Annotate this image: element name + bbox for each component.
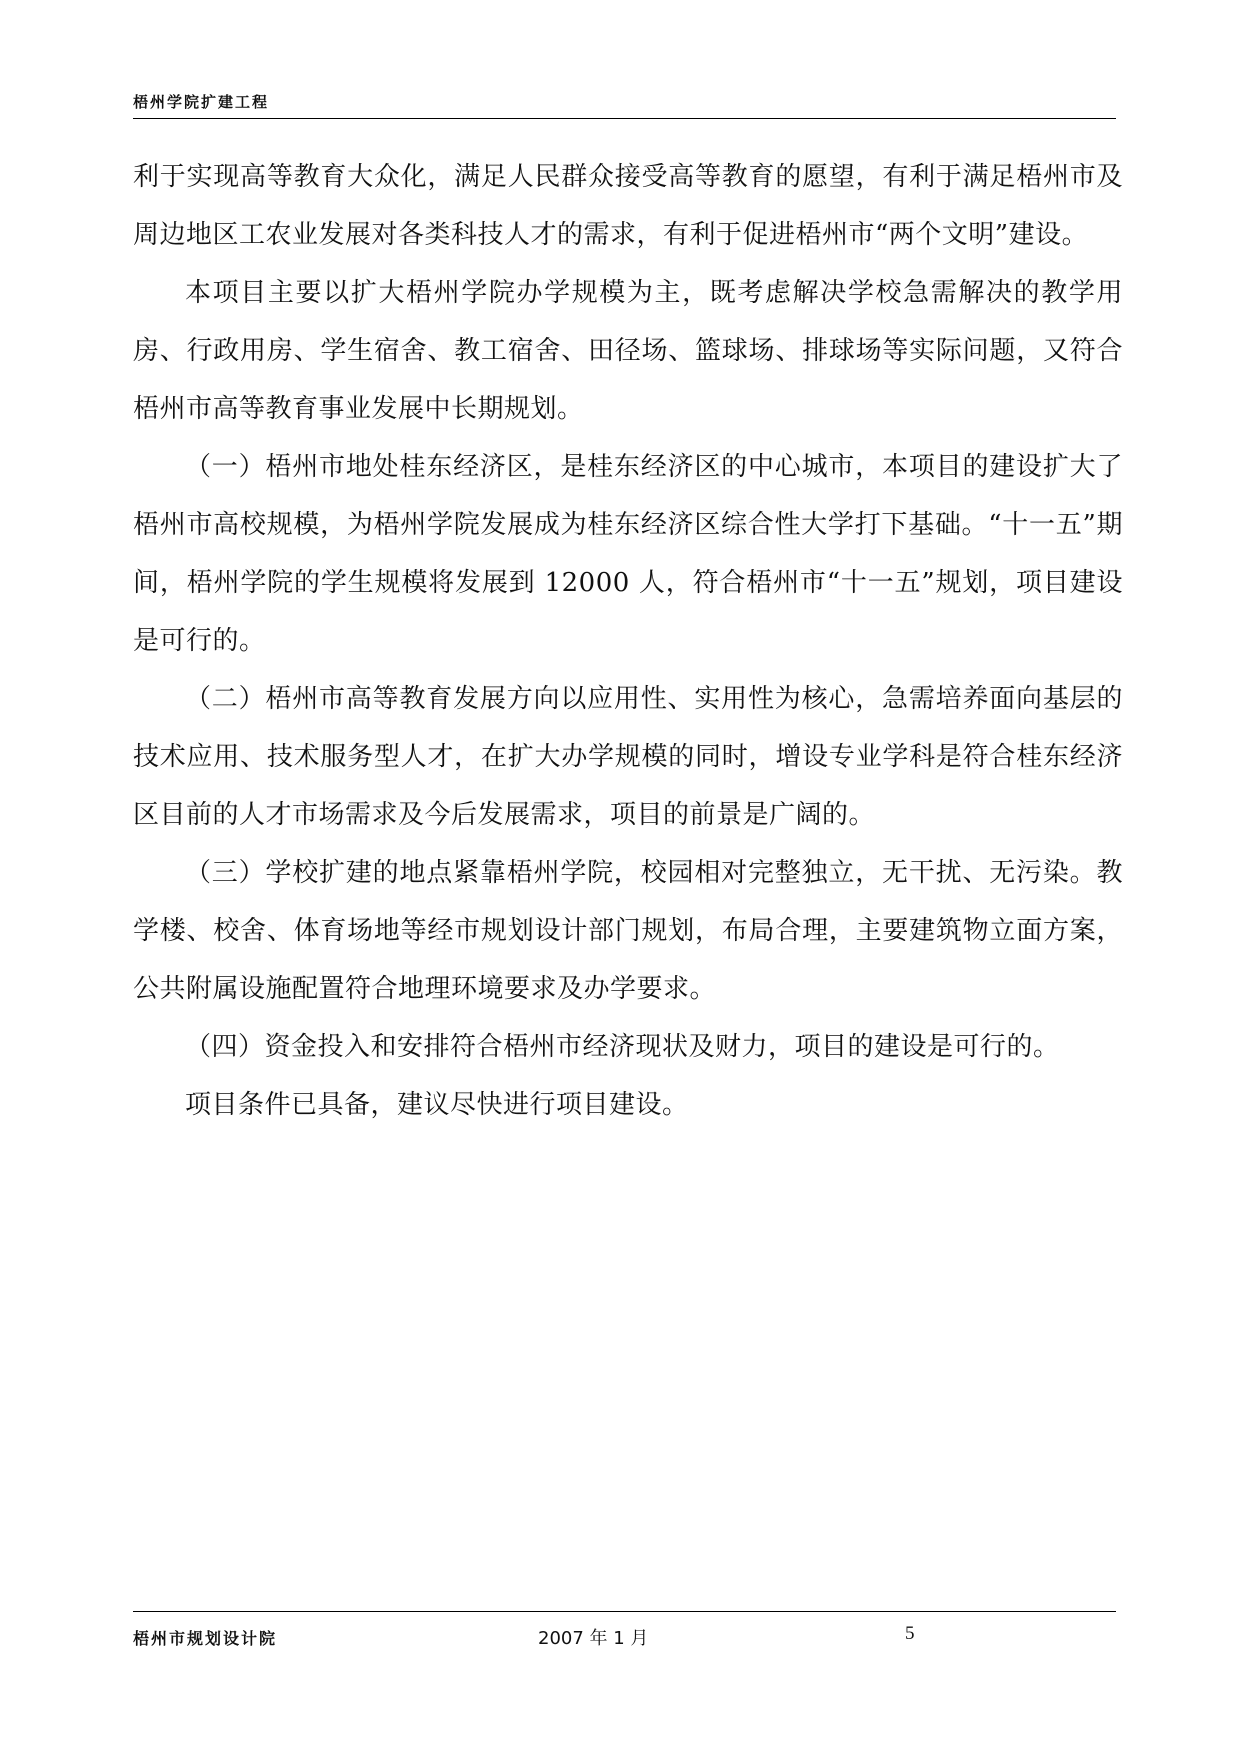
paragraph-project-scope: 本项目主要以扩大梧州学院办学规模为主，既考虑解决学校急需解决的教学用房、行政用房、学生宿舍、教工宿舍、田径场、篮球场、排球场等实际问题，又符合梧州市高等教育事业发展中长期规划。 (133, 278, 1123, 424)
paragraph-point-1: （一）梧州市地处桂东经济区，是桂东经济区的中心城市，本项目的建设扩大了梧州市高校规模，为梧州学院发展成为桂东经济区综合性大学打下基础。“十一五”期间，梧州学院的学生规模将发展到 12000 人，符合梧州市“十一五”规划，项目建设是可行的。 (133, 452, 1123, 656)
paragraph-point-4: （四）资金投入和安排符合梧州市经济现状及财力，项目的建设是可行的。 (185, 1032, 1060, 1062)
footer-organization: 梧州市规划设计院 (133, 1629, 278, 1648)
page-footer (133, 1611, 1116, 1652)
footer-date: 2007 年 1 月 (538, 1628, 649, 1649)
document-body (133, 148, 1123, 1134)
paragraph-point-3: （三）学校扩建的地点紧靠梧州学院，校园相对完整独立，无干扰、无污染。教学楼、校舍、体育场地等经市规划设计部门规划，布局合理，主要建筑物立面方案，公共附属设施配置符合地理环境要求及办学要求。 (133, 858, 1123, 1004)
paragraph-conclusion: 项目条件已具备，建议尽快进行项目建设。 (185, 1090, 689, 1120)
header-title: 梧州学院扩建工程 (133, 93, 270, 111)
paragraph-continued: 利于实现高等教育大众化，满足人民群众接受高等教育的愿望，有利于满足梧州市及周边地区工农业发展对各类科技人才的需求，有利于促进梧州市“两个文明”建设。 (133, 162, 1123, 250)
paragraph-point-2: （二）梧州市高等教育发展方向以应用性、实用性为核心，急需培养面向基层的技术应用、技术服务型人才，在扩大办学规模的同时，增设专业学科是符合桂东经济区目前的人才市场需求及今后发展需求，项目的前景是广阔的。 (133, 684, 1123, 830)
page-number: 5 (905, 1623, 915, 1644)
page-header (133, 84, 1116, 119)
